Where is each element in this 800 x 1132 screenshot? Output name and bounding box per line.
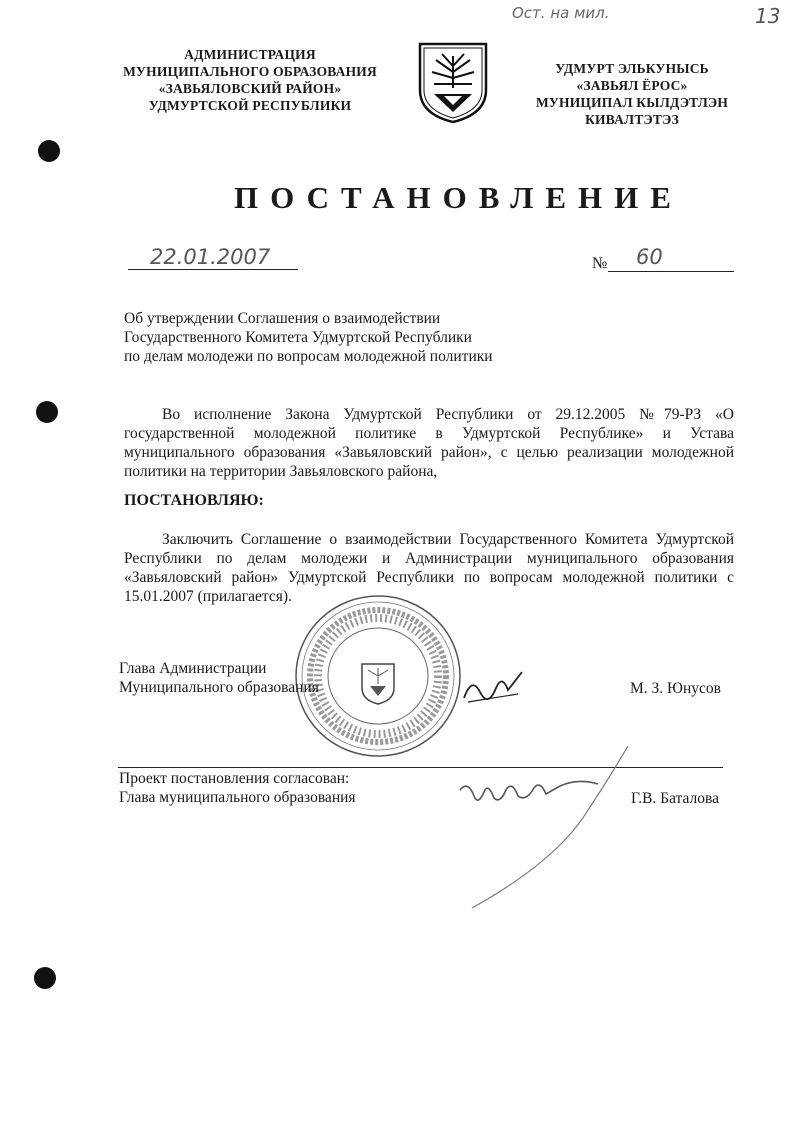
resolution-paragraph: Заключить Соглашение о взаимодействии Государственного Комитета Удмуртской Республики по делам молодежи и Администрации муниципального образования «Завьяловский район» Удмуртской Республики по вопросам молодежной политики с 15.01.2007 (прилагается). bbox=[124, 531, 734, 605]
number-label: № bbox=[592, 255, 608, 272]
header-left-line: МУНИЦИПАЛЬНОГО ОБРАЗОВАНИЯ bbox=[123, 64, 377, 79]
approval-line: Глава муниципального образования bbox=[119, 789, 356, 806]
handwritten-signature-1 bbox=[460, 662, 530, 712]
handwritten-signature-2 bbox=[448, 740, 648, 915]
top-handwriting: Ост. на мил. bbox=[512, 4, 610, 22]
header-right bbox=[522, 60, 742, 128]
punch-hole-2 bbox=[36, 401, 58, 423]
header-left bbox=[118, 46, 382, 114]
signature-position bbox=[119, 659, 379, 697]
header-left-line: АДМИНИСТРАЦИЯ bbox=[184, 47, 316, 62]
approver-name: Г.В. Баталова bbox=[631, 790, 720, 807]
signature-position-line: Глава Администрации bbox=[119, 660, 267, 677]
date-handwritten: 22.01.2007 bbox=[150, 245, 271, 269]
subject bbox=[124, 309, 544, 366]
approval-line: Проект постановления согласован: bbox=[119, 770, 350, 787]
header-left-line: «ЗАВЬЯЛОВСКИЙ РАЙОН» bbox=[158, 81, 342, 96]
punch-hole-1 bbox=[38, 140, 60, 162]
page-number: 13 bbox=[755, 4, 781, 28]
subject-line: Об утверждении Соглашения о взаимодействии bbox=[124, 310, 441, 327]
document-title: ПОСТАНОВЛЕНИЕ bbox=[234, 180, 683, 215]
header-right-line: УДМУРТ ЭЛЬКУНЫСЬ bbox=[555, 61, 709, 76]
emblem-icon bbox=[414, 38, 492, 124]
signature-position-line: Муниципального образования bbox=[119, 679, 319, 696]
punch-hole-3 bbox=[34, 967, 56, 989]
preamble-paragraph: Во исполнение Закона Удмуртской Республики от 29.12.2005 №79-РЗ «О государственной молодежной политике в Удмуртской Республике» и Устава муниципального образования «Завьяловский район», с целью реализации молодежной политики на территории Завьяловского района, bbox=[124, 406, 734, 480]
header-right-line: «ЗАВЬЯЛ ЁРОС» bbox=[576, 78, 688, 93]
number-line bbox=[608, 270, 734, 272]
decree-word: ПОСТАНОВЛЯЮ: bbox=[124, 492, 264, 509]
number-handwritten: 60 bbox=[636, 245, 663, 269]
header-right-line: МУНИЦИПАЛ КЫЛДЭТЛЭН bbox=[535, 95, 729, 110]
subject-line: Государственного Комитета Удмуртской Республики bbox=[124, 329, 472, 346]
approval-block bbox=[119, 769, 419, 807]
signatory-name: М. З. Юнусов bbox=[630, 680, 721, 697]
subject-line: по делам молодежи по вопросам молодежной политики bbox=[124, 348, 493, 365]
header-left-line: УДМУРТСКОЙ РЕСПУБЛИКИ bbox=[148, 98, 352, 113]
header-right-line: КИВАЛТЭТЭЗ bbox=[585, 112, 679, 127]
